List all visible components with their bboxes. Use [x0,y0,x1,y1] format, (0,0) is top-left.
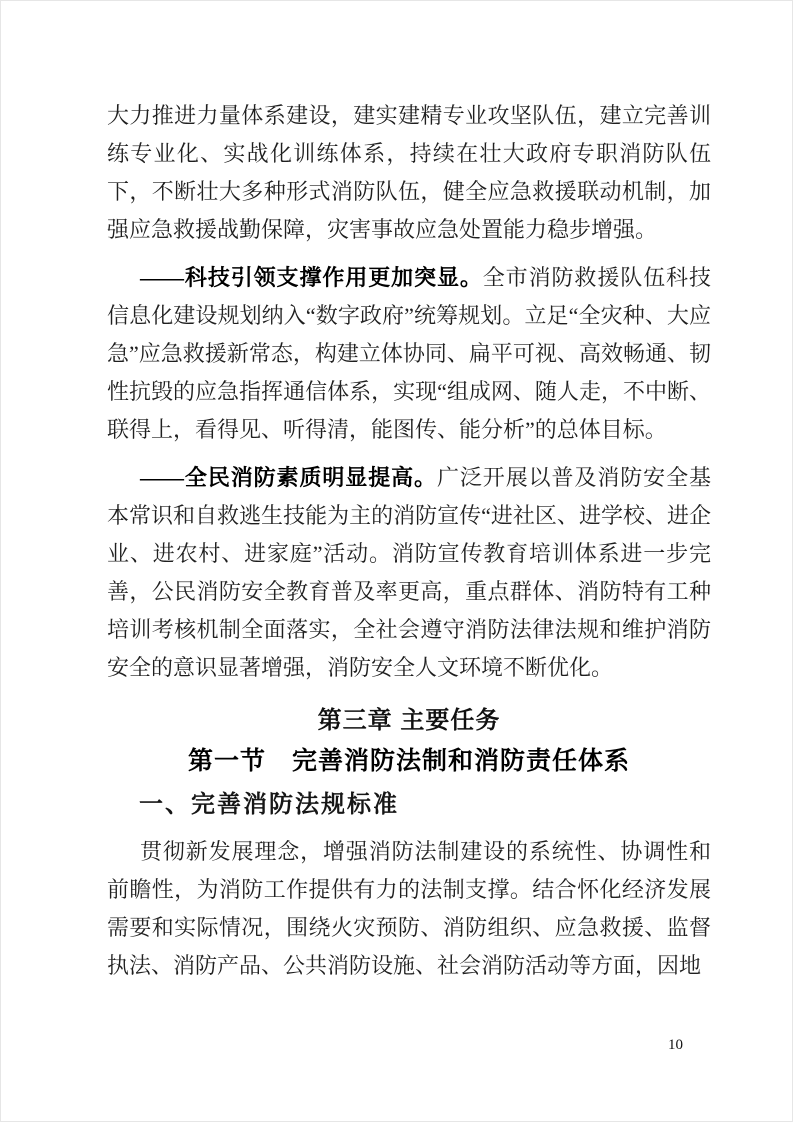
paragraph-text: 贯彻新发展理念，增强消防法制建设的系统性、协调性和前瞻性，为消防工作提供有力的法制支撑。结合怀化经济发展需要和实际情况，围绕火灾预防、消防组织、应急救援、监督执法、消防产品、公共消防设施、社会消防活动等方面，因地 [107,839,711,978]
paragraph [107,459,711,687]
paragraph [107,833,711,985]
page-content [107,97,711,985]
paragraph [107,259,711,449]
paragraph-text: 广泛开展以普及消防安全基本常识和自救逃生技能为主的消防宣传“进社区、进学校、进企业、进农村、进家庭”活动。消防宣传教育培训体系进一步完善，公民消防安全教育普及率更高，重点群体、消防特有工种培训考核机制全面落实，全社会遵守消防法律法规和维护消防安全的意识显著增强，消防安全人文环境不断优化。 [107,465,711,680]
subsection-heading: 一、完善消防法规标准 [139,791,399,818]
paragraph-text: 大力推进力量体系建设，建实建精专业攻坚队伍，建立完善训练专业化、实战化训练体系，持续在壮大政府专职消防队伍下，不断壮大多种形式消防队伍，健全应急救援联动机制，加强应急救援战勤保障，灾害事故应急处置能力稳步增强。 [107,103,711,242]
section-heading: 第一节 完善消防法制和消防责任体系 [187,748,630,775]
paragraph-text: 全市消防救援队伍科技信息化建设规划纳入“数字政府”统筹规划。立足“全灾种、大应急”应急救援新常态，构建立体协同、扁平可视、高效畅通、韧性抗毁的应急指挥通信体系，实现“组成网、随人走，不中断、联得上，看得见、听得清，能图传、能分析”的总体目标。 [107,265,711,442]
chapter-heading: 第三章 主要任务 [317,707,501,734]
page-number: 10 [668,1037,683,1053]
paragraph-lead: ——科技引领支撑作用更加突显。 [140,265,483,290]
paragraph-lead: ——全民消防素质明显提高。 [140,465,437,490]
paragraph [107,97,711,249]
